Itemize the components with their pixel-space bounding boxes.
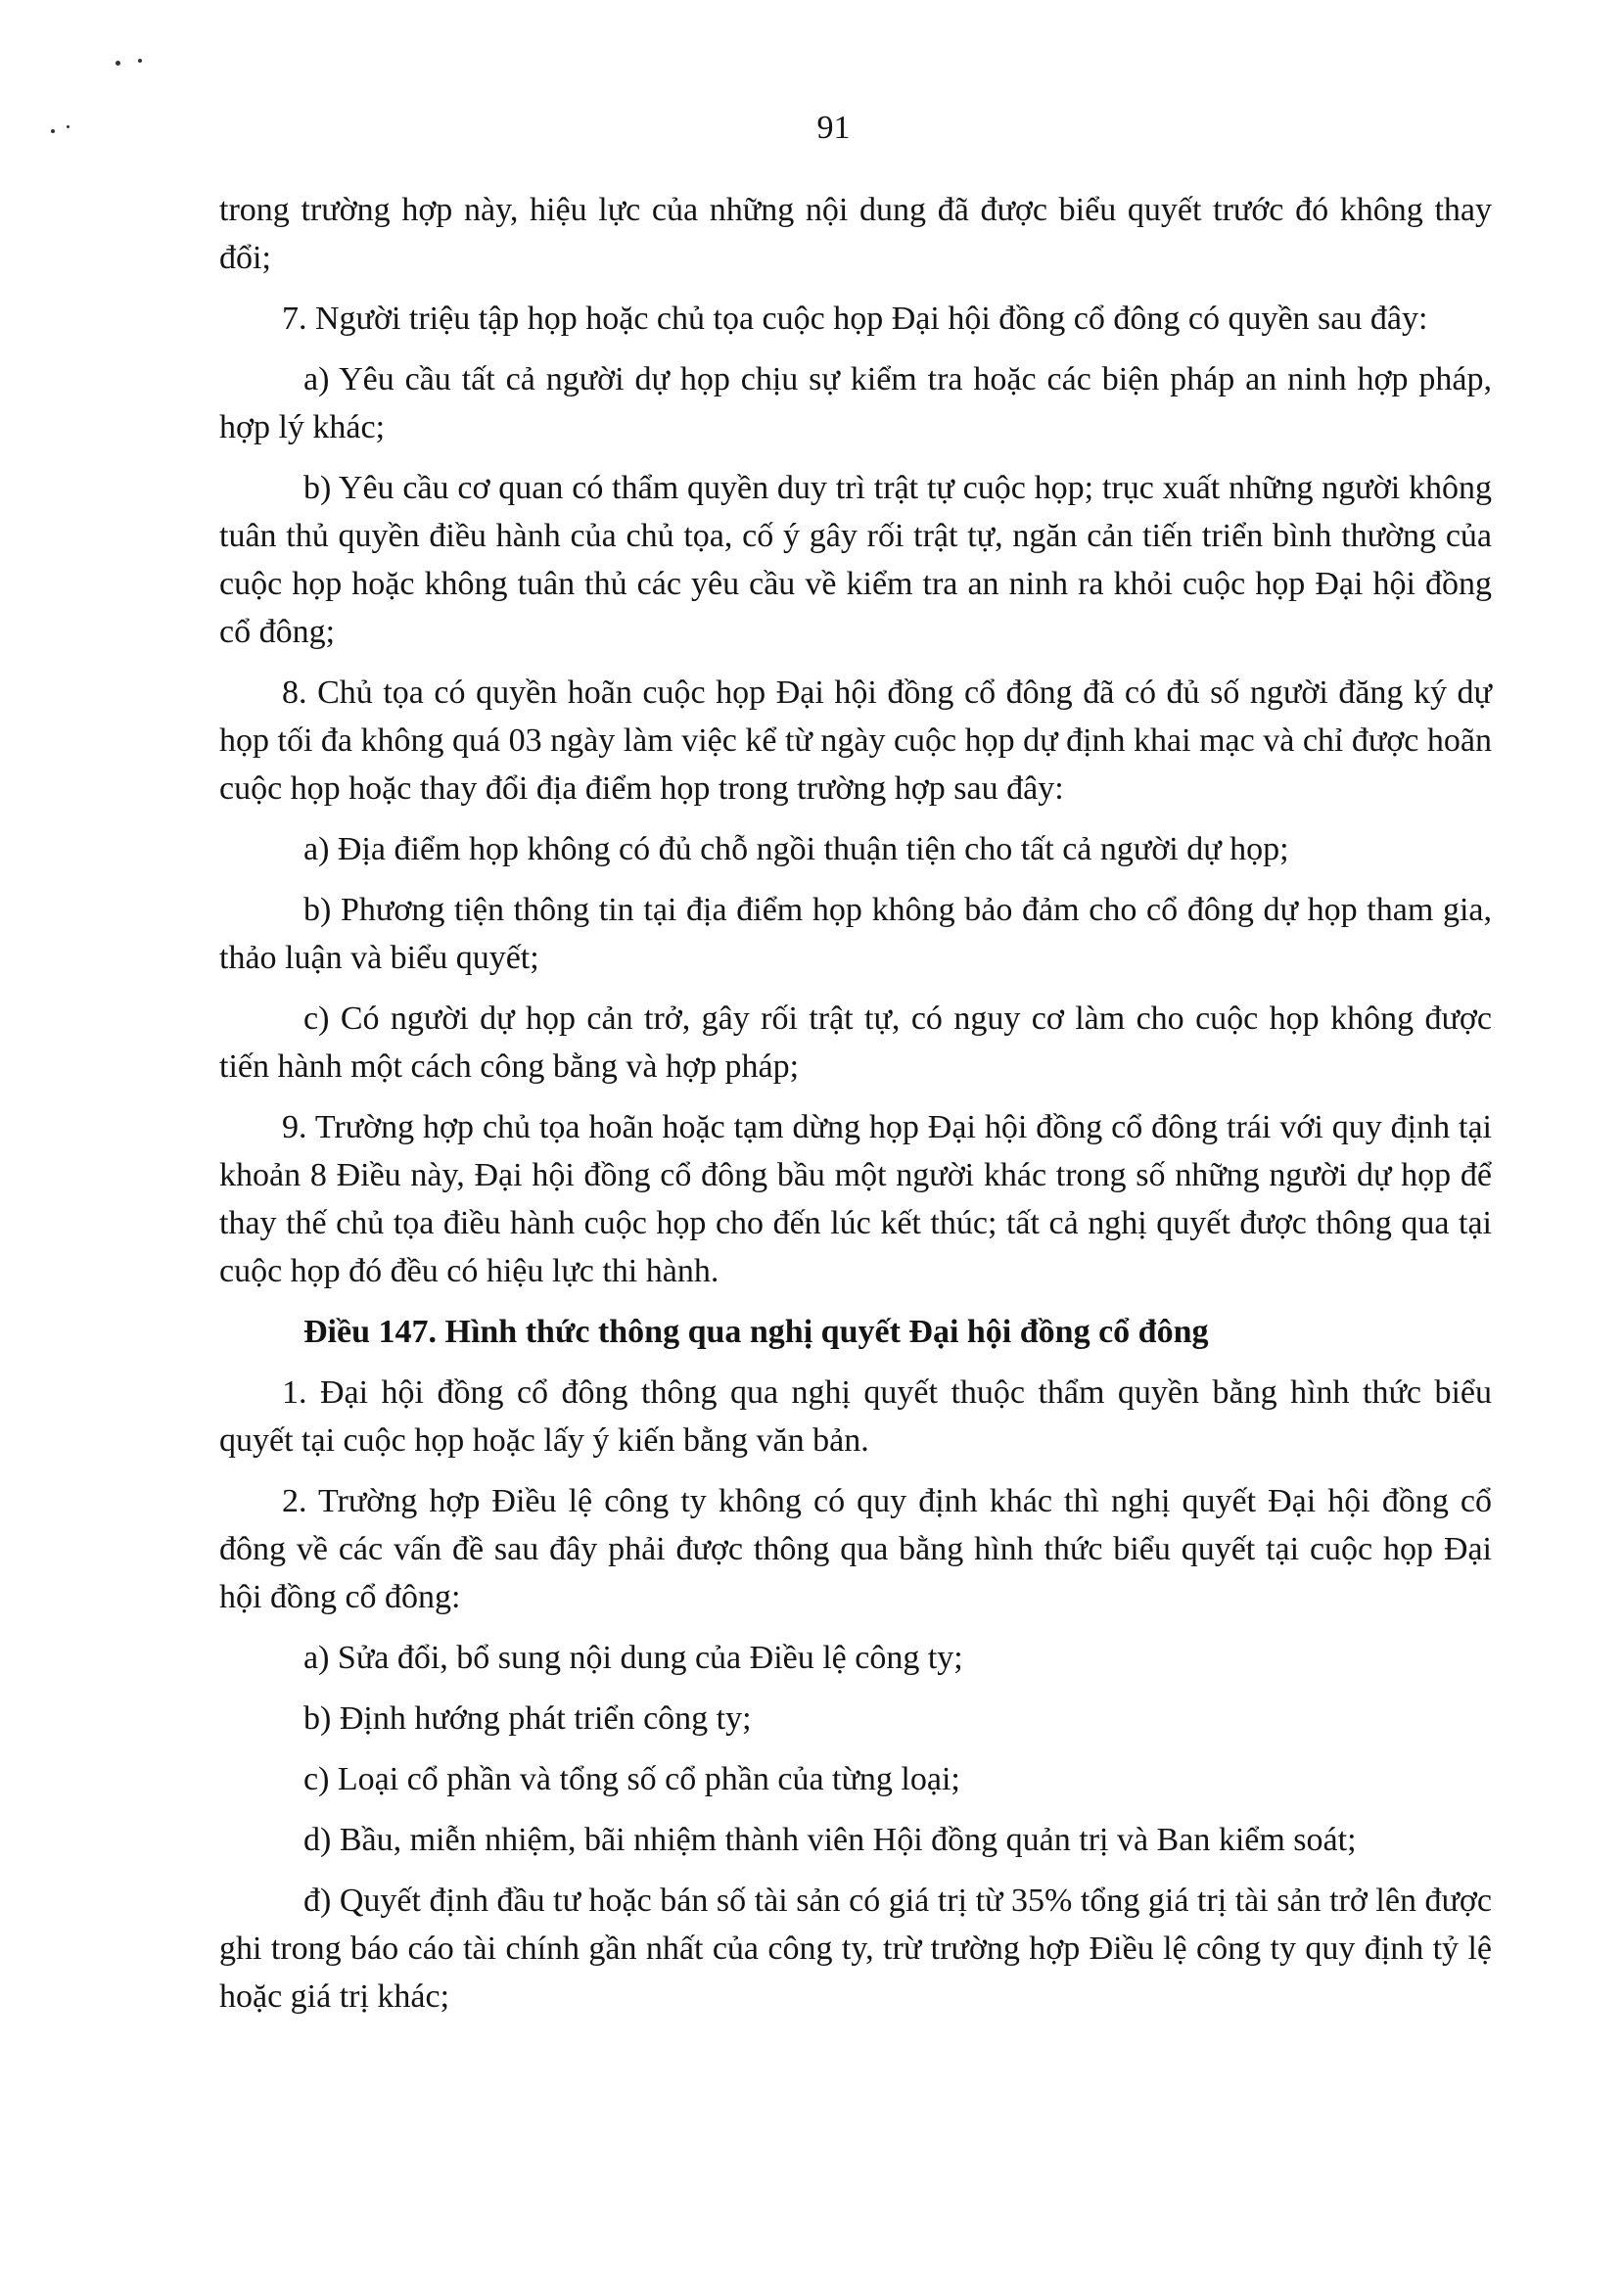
article-heading: Điều 147. Hình thức thông qua nghị quyết Đại hội đồng cổ đông <box>303 1314 1209 1350</box>
clause-7: 7. Người triệu tập họp hoặc chủ tọa cuộc họp Đại hội đồng cổ đông có quyền sau đây: <box>282 301 1428 337</box>
clause-7-item-a: a) Yêu cầu tất cả người dự họp chịu sự kiểm tra hoặc các biện pháp an ninh hợp pháp, hợp lý khác; <box>219 361 1492 445</box>
clause-8-item-b: b) Phương tiện thông tin tại địa điểm họp không bảo đảm cho cổ đông dự họp tham gia, thảo luận và biểu quyết; <box>219 892 1492 976</box>
page-number: 91 <box>816 110 851 146</box>
article-147-item-b: b) Định hướng phát triển công ty; <box>303 1700 752 1737</box>
document-body <box>219 186 1492 2033</box>
scan-speck <box>138 59 142 63</box>
article-147-item-c: c) Loại cổ phần và tổng số cổ phần của từng loại; <box>303 1761 960 1797</box>
article-147-item-dd: đ) Quyết định đầu tư hoặc bán số tài sản có giá trị từ 35% tổng giá trị tài sản trở lên được ghi trong báo cáo tài chính gần nhất của công ty, trừ trường hợp Điều lệ công ty quy định tỷ lệ hoặc giá trị khác; <box>219 1883 1492 2015</box>
article-147-clause-1: 1. Đại hội đồng cổ đông thông qua nghị quyết thuộc thẩm quyền bằng hình thức biểu quyết tại cuộc họp hoặc lấy ý kiến bằng văn bản. <box>219 1374 1492 1459</box>
clause-8-item-a: a) Địa điểm họp không có đủ chỗ ngồi thuận tiện cho tất cả người dự họp; <box>303 831 1289 867</box>
article-147-clause-2: 2. Trường hợp Điều lệ công ty không có quy định khác thì nghị quyết Đại hội đồng cổ đông về các vấn đề sau đây phải được thông qua bằng hình thức biểu quyết tại cuộc họp Đại hội đồng cổ đông: <box>219 1483 1492 1615</box>
article-147-item-a: a) Sửa đổi, bổ sung nội dung của Điều lệ công ty; <box>303 1640 963 1676</box>
clause-7-item-b: b) Yêu cầu cơ quan có thẩm quyền duy trì trật tự cuộc họp; trục xuất những người không tuân thủ quyền điều hành của chủ tọa, cố ý gây rối trật tự, ngăn cản tiến triển bình thường của cuộc họp hoặc không tuân thủ các yêu cầu về kiểm tra an ninh ra khỏi cuộc họp Đại hội đồng cổ đông; <box>219 470 1492 650</box>
clause-8-item-c: c) Có người dự họp cản trở, gây rối trật tự, có nguy cơ làm cho cuộc họp không được tiến hành một cách công bằng và hợp pháp; <box>219 1000 1492 1085</box>
scan-speck <box>116 61 120 66</box>
clause-9: 9. Trường hợp chủ tọa hoãn hoặc tạm dừng họp Đại hội đồng cổ đông trái với quy định tại khoản 8 Điều này, Đại hội đồng cổ đông bầu một người khác trong số những người dự họp để thay thế chủ tọa điều hành cuộc họp cho đến lúc kết thúc; tất cả nghị quyết được thông qua tại cuộc họp đó đều có hiệu lực thi hành. <box>219 1109 1492 1289</box>
clause-8: 8. Chủ tọa có quyền hoãn cuộc họp Đại hội đồng cổ đông đã có đủ số người đăng ký dự họp tối đa không quá 03 ngày làm việc kể từ ngày cuộc họp dự định khai mạc và chỉ được hoãn cuộc họp hoặc thay đổi địa điểm họp trong trường hợp sau đây: <box>219 674 1492 807</box>
article-147-item-d: d) Bầu, miễn nhiệm, bãi nhiệm thành viên Hội đồng quản trị và Ban kiểm soát; <box>303 1822 1357 1858</box>
continuation-paragraph: trong trường hợp này, hiệu lực của những nội dung đã được biểu quyết trước đó không thay đổi; <box>219 192 1492 276</box>
